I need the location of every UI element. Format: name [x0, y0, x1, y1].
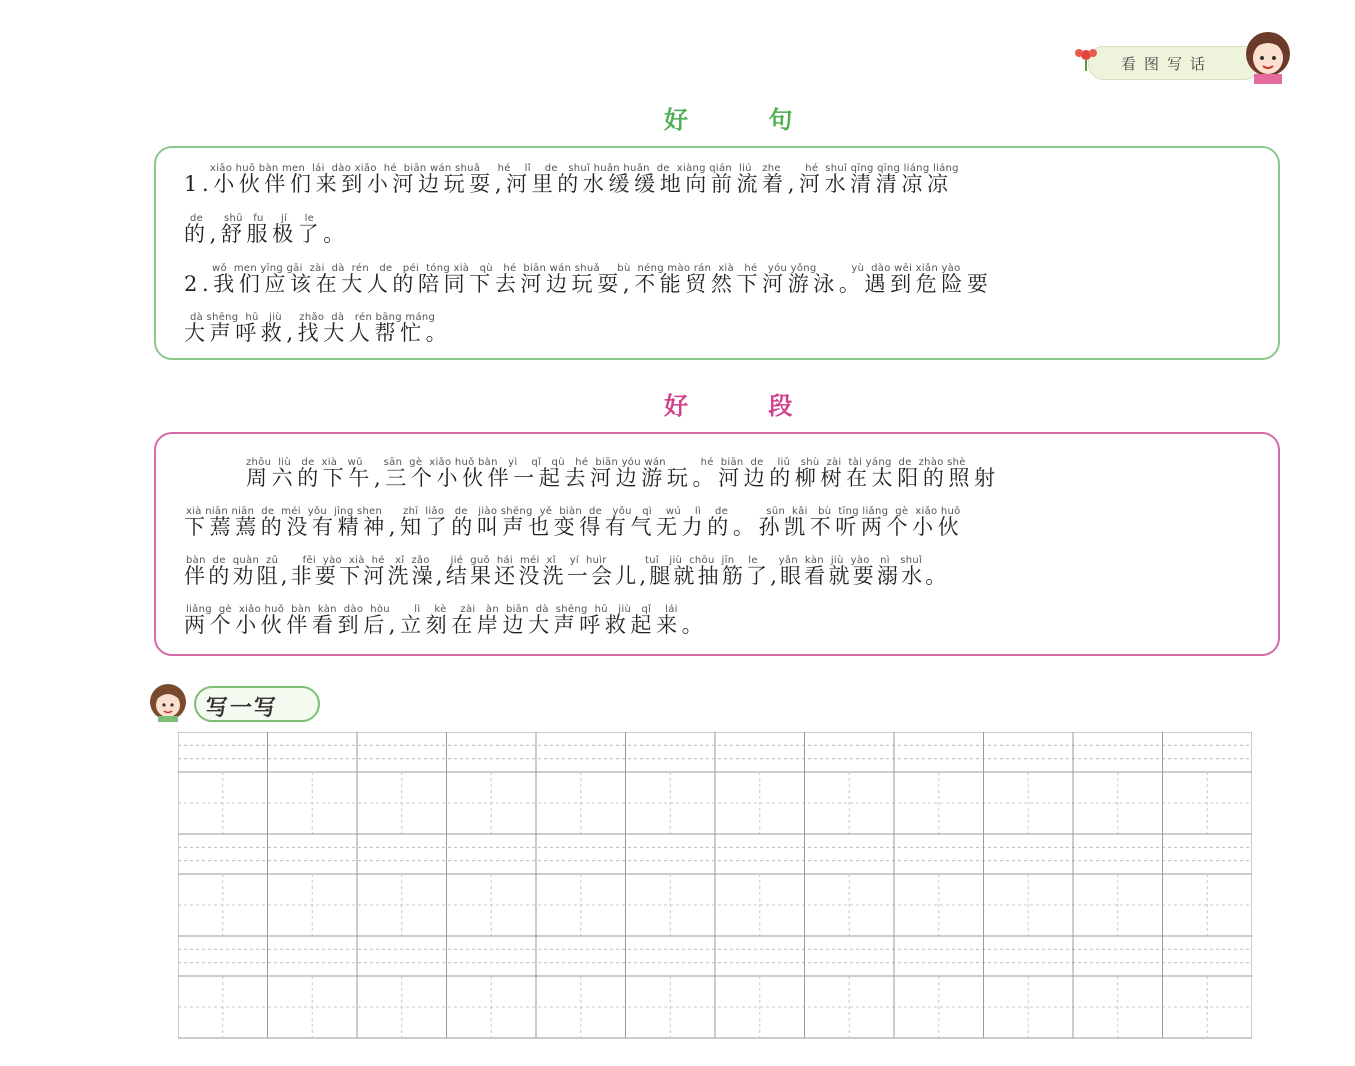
header-tag: [1088, 46, 1260, 80]
pinyin-text: xià niān niān de méi yǒu jīng shen zhī liǎo de jiào shēng yě biàn de yǒu qì wú lì de sūn kǎi bù tīng liǎng gè xiǎo huǒ: [186, 506, 961, 517]
pinyin-text: de shū fu jí le: [190, 213, 315, 224]
pinyin-text: liǎng gè xiǎo huǒ bàn kàn dào hòu lì kè zài àn biān dà shēng hū jiù qǐ lái: [186, 604, 678, 615]
hanzi-text: 1.小伙伴们来到小河边玩耍,河里的水缓缓地向前流着,河水清清凉凉: [184, 172, 953, 196]
write-section-pill: [194, 686, 320, 722]
hanzi-text: 大声呼救,找大人帮忙。: [184, 321, 452, 345]
sentence-1b-text-line: [184, 218, 349, 248]
header-tag-label: 看图写话: [1121, 55, 1214, 73]
good-paragraph-title: 好 段: [664, 392, 829, 420]
girl-avatar-icon: [1240, 28, 1296, 84]
sentence-2-text-line: [184, 268, 993, 298]
sentence-1-text-line: [184, 168, 953, 198]
paragraph-line-4-text: [184, 609, 707, 639]
write-section-title: 写一写: [206, 695, 279, 721]
paragraph-line-3-text: [184, 560, 950, 590]
hanzi-text: 的,舒服极了。: [184, 222, 349, 246]
flower-icon: [1071, 43, 1101, 73]
pinyin-text: xiǎo huǒ bàn men lái dào xiǎo hé biān wán shuǎ hé lǐ de shuǐ huǎn huǎn de xiàng qián liú zhe hé shuǐ qīng qīng liáng liáng: [210, 163, 959, 174]
writing-grid[interactable]: [178, 732, 1252, 1040]
hanzi-text: 两个小伙伴看到后,立刻在岸边大声呼救起来。: [184, 613, 708, 637]
pinyin-text: wǒ men yīng gāi zài dà rén de péi tóng xià qù hé biān wán shuǎ bù néng mào rán xià hé yóu yǒng yù dào wēi xiǎn yào: [212, 263, 961, 274]
paragraph-line-2-text: [184, 511, 963, 541]
pinyin-text: bàn de quàn zǔ fēi yào xià hé xǐ zǎo jié guǒ hái méi xǐ yí huìr tuǐ jiù chōu jīn le yǎn kàn jiù yào nì shuǐ: [186, 555, 923, 566]
hanzi-text: 下蔫蔫的没有精神,知了的叫声也变得有气无力的。孙凯不听两个小伙: [184, 515, 964, 539]
sentence-2b-text-line: [184, 317, 451, 347]
hanzi-text: 2.我们应该在大人的陪同下去河边玩耍,不能贸然下河游泳。遇到危险要: [184, 272, 993, 296]
good-sentences-title: 好 句: [664, 106, 829, 134]
paragraph-line-1-text: [246, 462, 1000, 492]
pinyin-text: dà shēng hū jiù zhǎo dà rén bāng máng: [190, 312, 436, 323]
pinyin-text: zhōu liù de xià wǔ sān gè xiǎo huǒ bàn yì qǐ qù hé biān yóu wán hé biān de liǔ shù zài tài yáng de zhào shè: [246, 457, 966, 468]
girl-icon: [148, 682, 188, 722]
hanzi-text: 伴的劝阻,非要下河洗澡,结果还没洗一会儿,腿就抽筋了,眼看就要溺水。: [184, 564, 950, 588]
hanzi-text: 周六的下午,三个小伙伴一起去河边游玩。河边的柳树在太阳的照射: [246, 466, 1000, 490]
